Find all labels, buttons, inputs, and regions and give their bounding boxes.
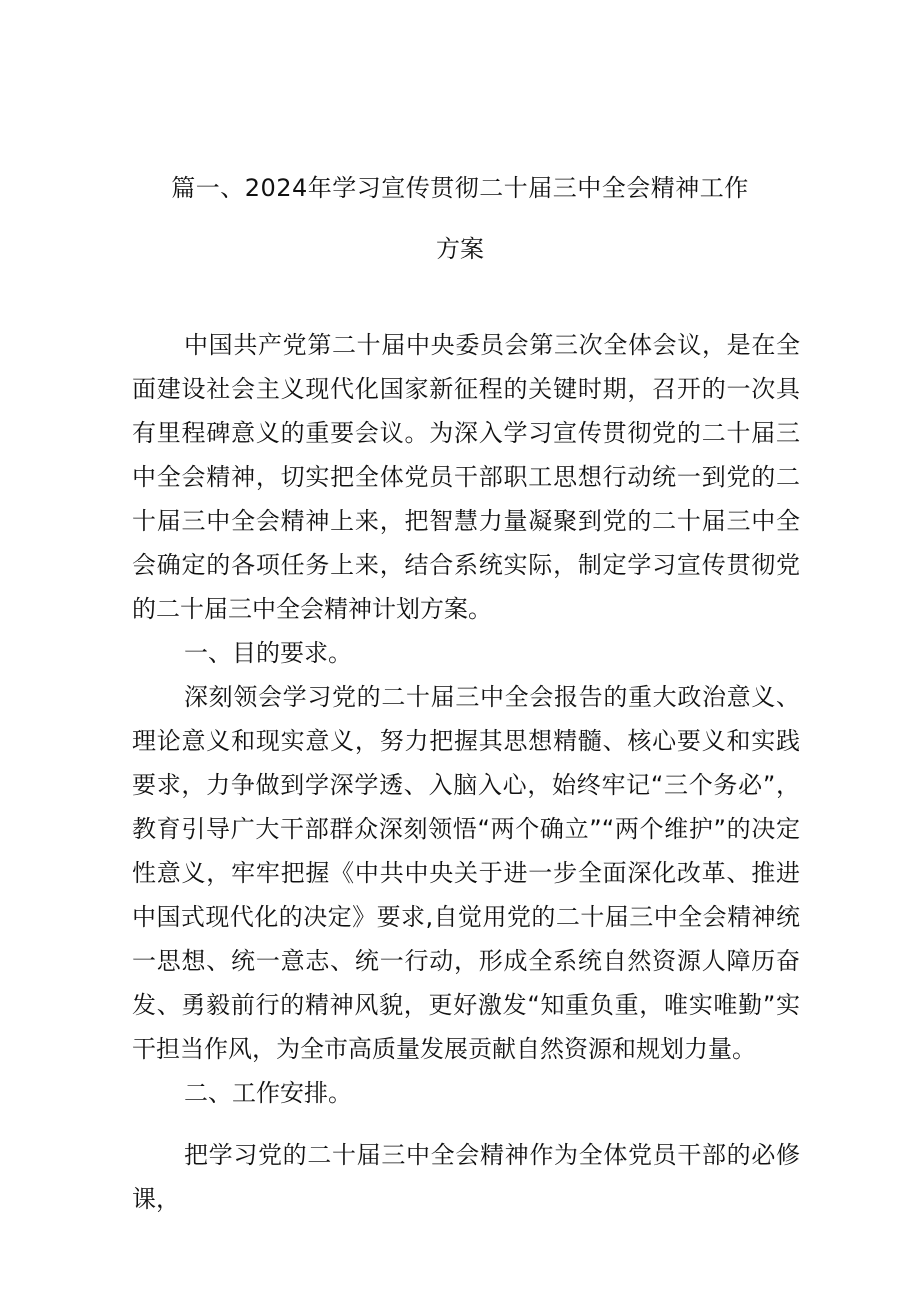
purpose-paragraph: 深刻领会学习党的二十届三中全会报告的重大政治意义、理论意义和现实意义，努力把握其思想精髓、核心要义和实践要求，力争做到学深学透、入脑入心，始终牢记“三个务必”，教育引导广大干部群众深刻领悟“两个确立”“两个维护”的决定性意义，牢牢把握《中共中央关于进一步全面深化改革、推进中国式现代化的决定》要求,自觉用党的二十届三中全会精神统一思想、统一意志、统一行动，形成全系统自然资源人障历奋发、勇毅前行的精神风貌，更好激发“知重负重，唯实唯勤”实干担当作风，为全市高质量发展贡献自然资源和规划力量。 bbox=[132, 683, 800, 1063]
section-heading-arrangement: 二、工作安排。 bbox=[184, 1079, 352, 1107]
document-title-continuation: 方案 bbox=[436, 235, 484, 263]
document-body bbox=[132, 323, 800, 1221]
document-title: 篇一、2024年学习宣传贯彻二十届三中全会精神工作 bbox=[171, 174, 749, 202]
intro-paragraph: 中国共产党第二十届中央委员会第三次全体会议，是在全面建设社会主义现代化国家新征程的关键时期，召开的一次具有里程碑意义的重要会议。为深入学习宣传贯彻党的二十届三中全会精神，切实把全体党员干部职工思想行动统一到党的二十届三中全会精神上来，把智慧力量凝聚到党的二十届三中全会确定的各项任务上来，结合系统实际，制定学习宣传贯彻党的二十届三中全会精神计划方案。 bbox=[132, 331, 800, 623]
section-heading-purpose: 一、目的要求。 bbox=[184, 639, 352, 667]
arrangement-paragraph: 把学习党的二十届三中全会精神作为全体党员干部的必修课， bbox=[132, 1141, 800, 1213]
